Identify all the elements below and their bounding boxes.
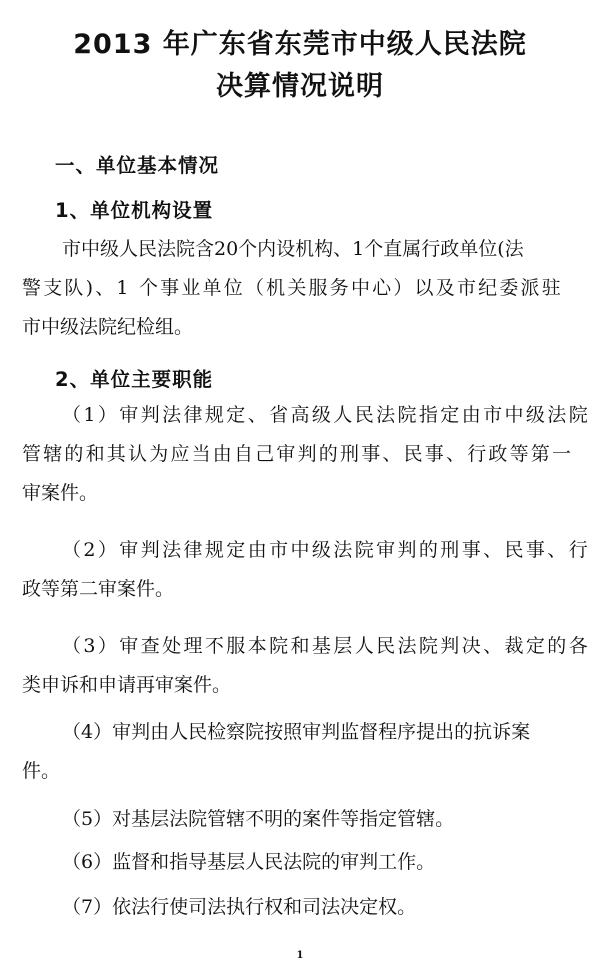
subsection-heading-organization: 1、单位机构设置: [55, 199, 214, 222]
text-line: 市中级人民法院含20个内设机构、1个直属行政单位(法: [62, 238, 524, 260]
text-line: 管辖的和其认为应当由自己审判的刑事、民事、行政等第一: [22, 443, 574, 465]
paragraph-organization: [22, 230, 582, 347]
text-line: 政等第二审案件。: [22, 578, 175, 600]
text-line: 审案件。: [22, 482, 99, 504]
paragraph-duty-6: [22, 843, 582, 882]
paragraph-duty-7: [22, 888, 582, 927]
text-line: 警支队)、1 个事业单位（机关服务中心）以及市纪委派驻: [22, 277, 563, 299]
text-line: 件。: [22, 760, 61, 782]
text-line: （3）审查处理不服本院和基层人民法院判决、裁定的各: [62, 635, 591, 657]
document-title-line-1: 2013 年广东省东莞市中级人民法院: [73, 29, 527, 60]
text-line: （1）审判法律规定、省高级人民法院指定由市中级法院: [62, 404, 591, 426]
paragraph-duty-4: [22, 713, 582, 791]
paragraph-duty-1: [22, 396, 591, 513]
text-line: 类申诉和申请再审案件。: [22, 674, 232, 696]
subsection-heading-main-duties: 2、单位主要职能: [55, 368, 214, 391]
text-line: （5）对基层法院管辖不明的案件等指定管辖。: [62, 808, 455, 830]
text-line: （6）监督和指导基层人民法院的审判工作。: [62, 851, 436, 873]
text-line: （2）审判法律规定由市中级法院审判的刑事、民事、行: [62, 539, 591, 561]
section-heading-basic-info: 一、单位基本情况: [55, 154, 220, 177]
paragraph-duty-5: [22, 800, 582, 839]
paragraph-duty-3: [22, 627, 591, 705]
document-title-line-2: 决算情况说明: [216, 71, 384, 102]
text-line: 市中级法院纪检组。: [22, 316, 194, 338]
paragraph-duty-2: [22, 531, 591, 609]
text-line: （7）依法行使司法执行权和司法决定权。: [62, 896, 417, 918]
text-line: （4）审判由人民检察院按照审判监督程序提出的抗诉案: [62, 721, 531, 743]
page-number: 1: [296, 950, 304, 961]
